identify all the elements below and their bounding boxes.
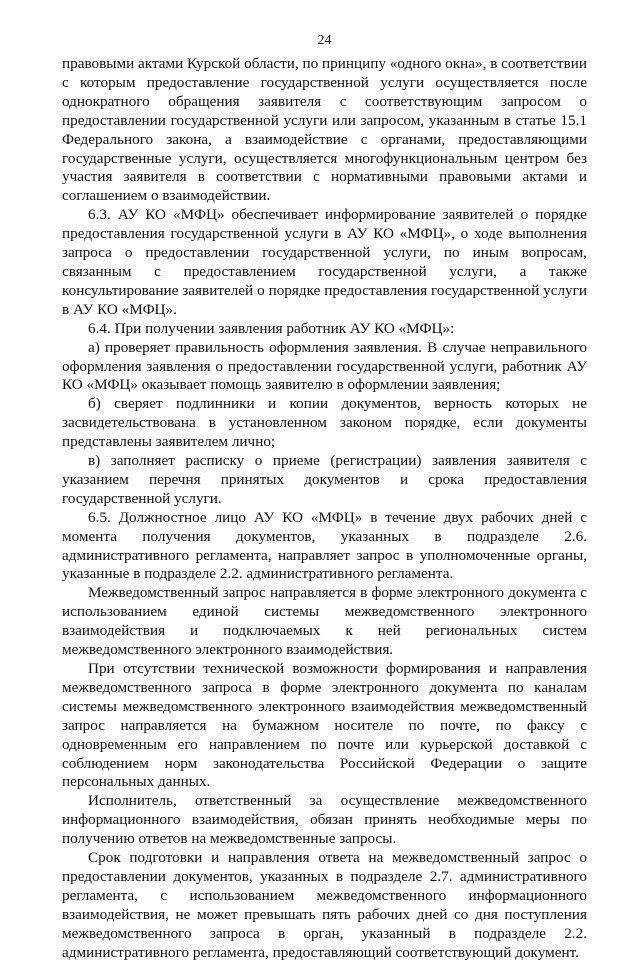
paragraph-paper-request: При отсутствии технической возможности формирования и направления межведомственного запроса в форме электронного документа по каналам системы межведомственного электронного взаимодействия межведомственный запрос направляется на бумажном носителе по почте, по факсу с одновременным его направлением по почте или курьерской доставкой с соблюдением норм законодательства Российской Федерации о защите персональных данных. [62, 660, 587, 791]
paragraph-executor: Исполнитель, ответственный за осуществление межведомственного информационного взаимодействия, обязан принять необходимые меры по получению ответов на межведомственные запросы. [62, 792, 587, 848]
paragraph-response-deadline: Срок подготовки и направления ответа на межведомственный запрос о предоставлении документов, указанных в подразделе 2.7. административного регламента, с использованием межведомственного информационного взаимодействия, не может превышать пять рабочих дней со дня поступления межведомственного запроса в орган, указанный в подразделе 2.2. административного регламента, предоставляющий соответствующий документ. [62, 849, 587, 961]
paragraph-6-4-v: в) заполняет расписку о приеме (регистрации) заявления заявителя с указанием перечня принятых документов и срока предоставления государственной услуги. [62, 452, 587, 507]
paragraph-continuation: правовыми актами Курской области, по принципу «одного окна», в соответствии с которым предоставление государственной услуги осуществляется после однократного обращения заявителя с соответствующим запросом о предоставлении государственной услуги или запросом, указанным в статье 15.1 Федерального закона, а взаимодействие с органами, предоставляющими государственные услуги, осуществляется многофункциональным центром без участия заявителя в соответствии с нормативными правовыми актами и соглашением о взаимодействии. [62, 55, 587, 205]
paragraph-electronic-request: Межведомственный запрос направляется в форме электронного документа с использованием единой системы межведомственного электронного взаимодействия и подключаемых к ней региональных систем межведомственного электронного взаимодействия. [62, 584, 587, 659]
paragraph-6-4: 6.4. При получении заявления работник АУ КО «МФЦ»: [88, 319, 455, 337]
paragraph-6-3: 6.3. АУ КО «МФЦ» обеспечивает информирование заявителей о порядке предоставления государственной услуги в АУ КО «МФЦ», о ходе выполнения запроса о предоставлении государственной услуги, по иным вопросам, связанным с предоставлением государственной услуги, а также консультирование заявителей о порядке предоставления государственной услуги в АУ КО «МФЦ». [62, 206, 587, 318]
paragraph-6-4-b: б) сверяет подлинники и копии документов, верность которых не засвидетельствована в установленном законом порядке, если документы представлены заявителем лично; [62, 395, 587, 451]
paragraph-6-5: 6.5. Должностное лицо АУ КО «МФЦ» в течение двух рабочих дней с момента получения документов, указанных в подразделе 2.6. административного регламента, направляет запрос в уполномоченные органы, указанные в подразделе 2.2. административного регламента. [62, 508, 587, 583]
paragraph-6-4-a: а) проверяет правильность оформления заявления. В случае неправильного оформления заявления о предоставлении государственной услуги, работник АУ КО «МФЦ» оказывает помощь заявителю в оформлении заявления; [62, 338, 587, 394]
page-number: 24 [317, 33, 332, 48]
document-body [62, 55, 587, 963]
